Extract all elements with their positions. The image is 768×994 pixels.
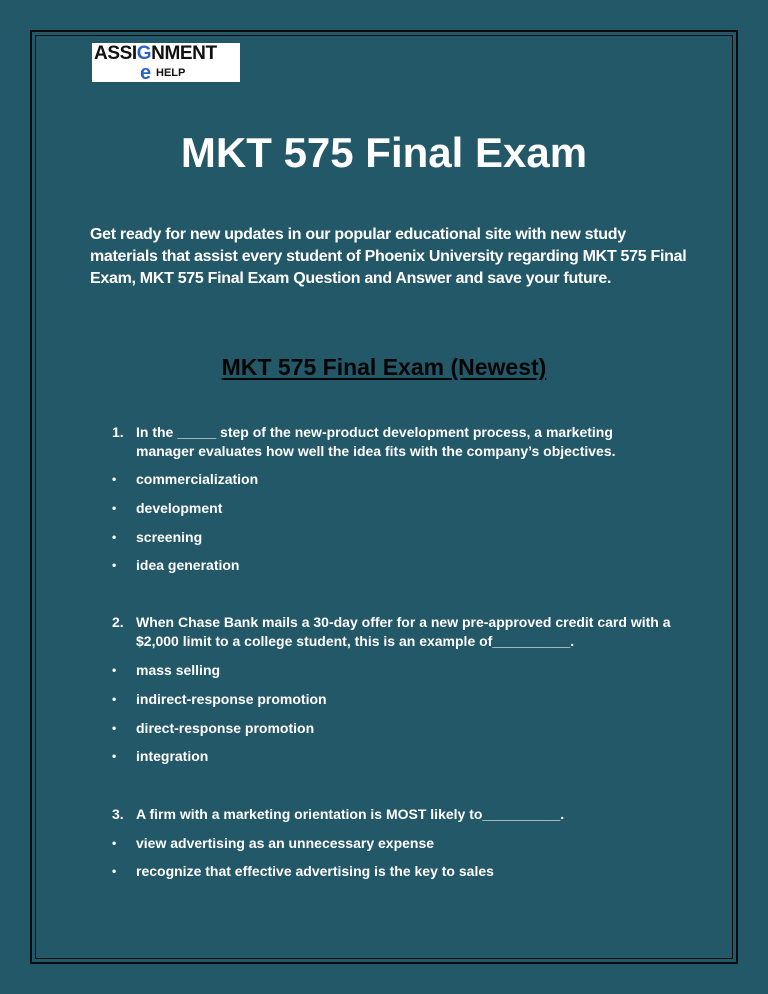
answer-option: • development: [112, 500, 223, 516]
answer-option: • indirect-response promotion: [112, 691, 327, 707]
bullet-icon: •: [112, 558, 117, 572]
answer-option: • idea generation: [112, 557, 240, 573]
logo-e-letter: e: [140, 62, 152, 82]
answer-option: • mass selling: [112, 662, 221, 678]
question-3: [112, 805, 672, 824]
question-number: 2.: [112, 614, 124, 630]
bullet-icon: •: [112, 472, 117, 486]
intro-paragraph: Get ready for new updates in our popular educational site with new study materials that assist every student of Phoenix University regarding MKT 575 Final Exam, MKT 575 Final Exam Question and Answer and save your future.: [90, 226, 687, 287]
bullet-icon: •: [112, 721, 117, 735]
bullet-icon: •: [112, 692, 117, 706]
answer-option: • screening: [112, 529, 203, 545]
bullet-icon: •: [112, 663, 117, 677]
bullet-icon: •: [112, 501, 117, 515]
bullet-icon: •: [112, 836, 117, 850]
question-2: [112, 613, 672, 651]
question-text: A firm with a marketing orientation is MOST likely to__________.: [136, 806, 565, 822]
answer-option: • integration: [112, 748, 209, 764]
question-text: In the _____ step of the new-product development process, a marketing manager evaluates how well the idea fits with the company’s objectives.: [136, 424, 616, 459]
logo-wordmark: ASSIGNMENT: [94, 43, 217, 64]
answer-option: • view advertising as an unnecessary expense: [112, 835, 435, 851]
bullet-icon: •: [112, 864, 117, 878]
assignment-help-logo: [92, 43, 240, 82]
answer-option: • direct-response promotion: [112, 720, 315, 736]
question-text: When Chase Bank mails a 30-day offer for a new pre-approved credit card with a $2,000 limit to a college student, this is an example of__________.: [136, 614, 671, 649]
section-heading: MKT 575 Final Exam (Newest): [221, 354, 547, 380]
logo-help-text: HELP: [156, 67, 186, 79]
question-number: 1.: [112, 424, 124, 440]
question-1: [112, 423, 672, 461]
question-number: 3.: [112, 806, 124, 822]
bullet-icon: •: [112, 749, 117, 763]
bullet-icon: •: [112, 530, 117, 544]
answer-option: • commercialization: [112, 471, 259, 487]
answer-option: • recognize that effective advertising is the key to sales: [112, 863, 494, 879]
page-title: MKT 575 Final Exam: [180, 129, 588, 176]
